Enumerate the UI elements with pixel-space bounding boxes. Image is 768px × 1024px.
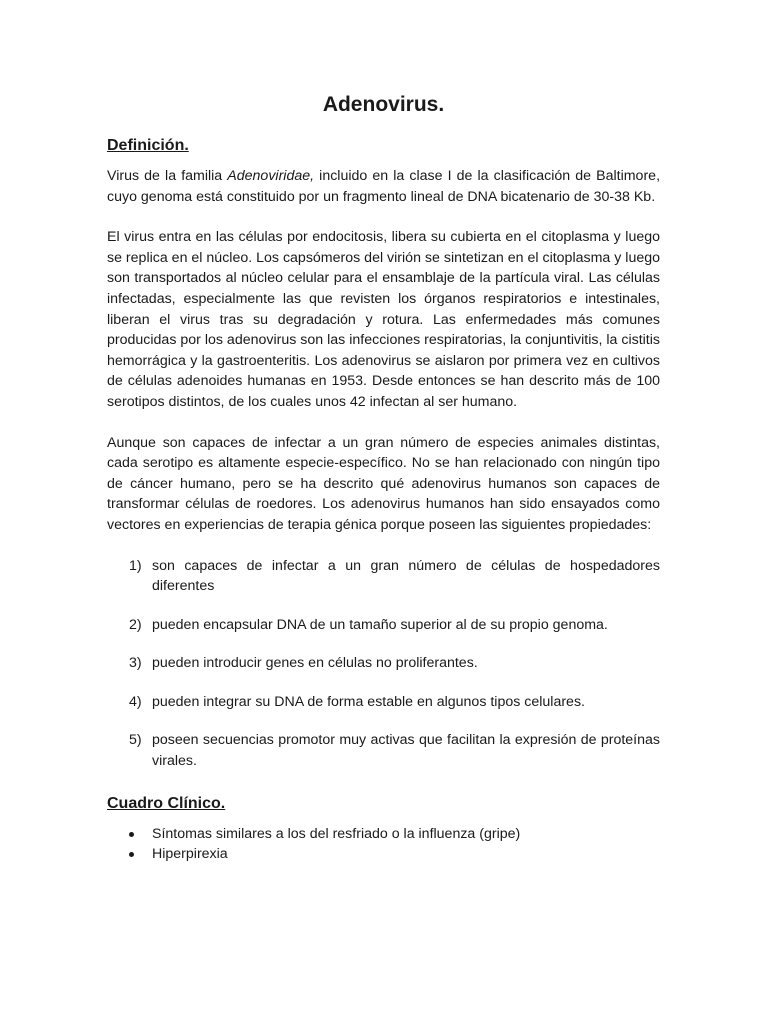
section-heading-cuadro-clinico: Cuadro Clínico. bbox=[107, 794, 226, 812]
symptoms-list bbox=[107, 824, 660, 865]
bullet-item-text: Hiperpirexia bbox=[152, 846, 228, 863]
paragraph-definition-pre: Virus de la familia bbox=[107, 168, 228, 184]
list-item-text: son capaces de infectar a un gran número de células de hospedadores diferentes bbox=[152, 557, 660, 595]
bullet-item bbox=[107, 824, 660, 845]
list-item-text: pueden introducir genes en células no proliferantes. bbox=[152, 655, 478, 672]
list-item-text: poseen secuencias promotor muy activas que facilitan la expresión de proteínas virales. bbox=[152, 732, 660, 770]
bullet-icon bbox=[129, 852, 134, 857]
list-item-number: 4) bbox=[129, 693, 142, 710]
bullet-item-text: Síntomas similares a los del resfriado o la influenza (gripe) bbox=[152, 825, 521, 842]
list-item-number: 1) bbox=[129, 557, 142, 574]
paragraph-definition bbox=[107, 166, 660, 207]
list-item bbox=[107, 692, 660, 713]
list-item-number: 5) bbox=[129, 732, 142, 749]
family-name-italic: Adenoviridae, bbox=[227, 168, 315, 184]
bullet-icon bbox=[129, 832, 134, 837]
list-item-text: pueden integrar su DNA de forma estable en algunos tipos celulares. bbox=[152, 693, 585, 710]
section-heading-definicion: Definición. bbox=[107, 137, 189, 154]
paragraph-definition-post: incluido en la clase I de la clasificación de Baltimore, cuyo genoma está constituido por un fragmento lineal de DNA bicatenario de 30-38 Kb. bbox=[107, 168, 661, 205]
list-item-text: pueden encapsular DNA de un tamaño superior al de su propio genoma. bbox=[152, 616, 608, 633]
properties-list bbox=[107, 556, 660, 772]
list-item-number: 3) bbox=[129, 655, 142, 672]
bullet-item bbox=[107, 844, 660, 865]
list-item bbox=[107, 556, 660, 597]
list-item bbox=[107, 730, 660, 771]
document-title: Adenovirus. bbox=[322, 93, 445, 116]
list-item-number: 2) bbox=[129, 616, 142, 633]
list-item bbox=[107, 653, 660, 674]
paragraph-properties-intro: Aunque son capaces de infectar a un gran número de especies animales distintas, cada serotipo es altamente especie-específico. No se han relacionado con ningún tipo de cáncer humano, pero se ha descrito qué adenovirus humanos son capaces de transformar células de roedores. Los adenovirus humanos han sido ensayados como vectores en experiencias de terapia génica porque poseen las siguientes propiedades: bbox=[107, 434, 660, 533]
list-item bbox=[107, 615, 660, 636]
paragraph-replication: El virus entra en las células por endocitosis, libera su cubierta en el citoplasma y luego se replica en el núcleo. Los capsómeros del virión se sintetizan en el citoplasma y luego son transportados al núcleo celular para el ensamblaje de la partícula viral. Las células infectadas, especialmente las que revisten los órganos respiratorios e intestinales, liberan el virus tras su degradación y rotura. Las enfermedades más comunes producidas por los adenovirus son las infecciones respiratorias, la conjuntivitis, la cistitis hemorrágica y la gastroenteritis. Los adenovirus se aislaron por primera vez en cultivos de células adenoides humanas en 1953. Desde entonces se han descrito más de 100 serotipos distintos, de los cuales unos 42 infectan al ser humano. bbox=[107, 229, 660, 410]
